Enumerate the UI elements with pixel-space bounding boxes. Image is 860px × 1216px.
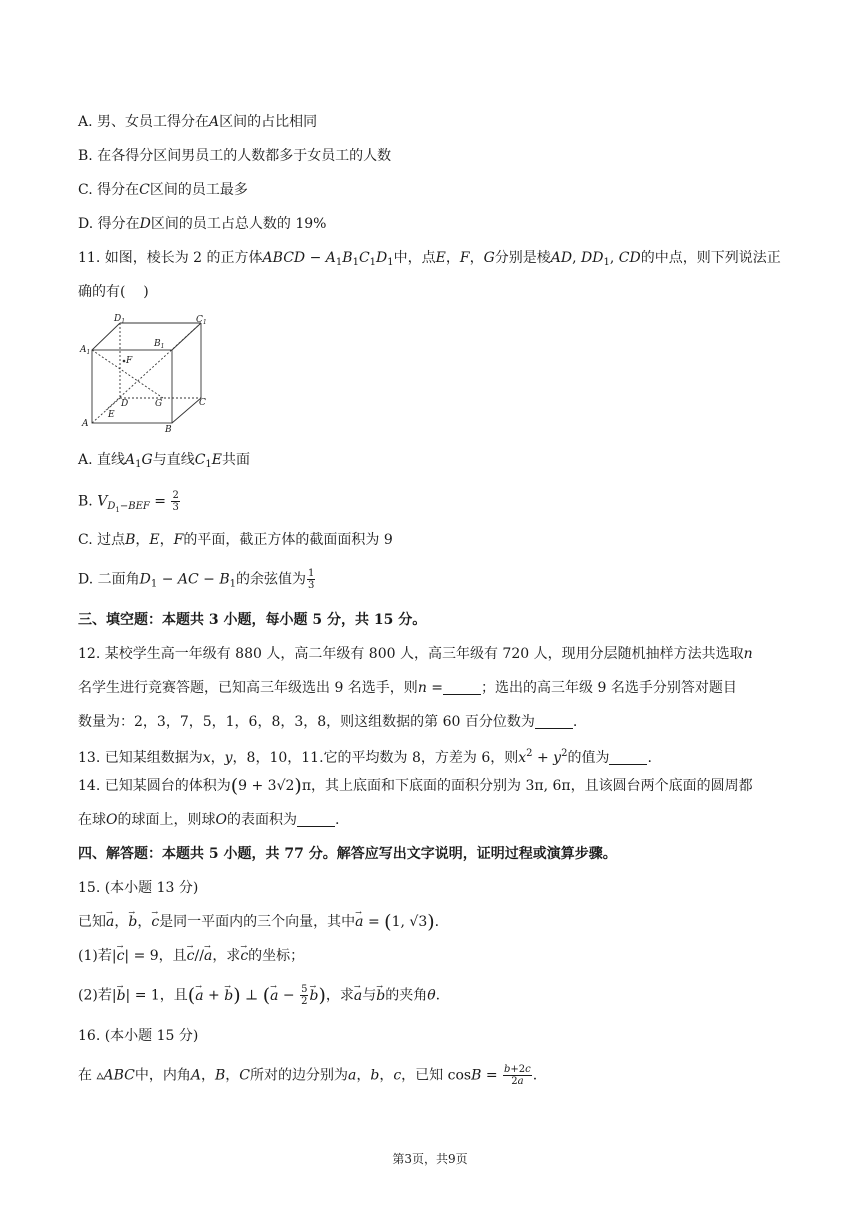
label-g: G	[155, 399, 163, 409]
page-footer: 第3页，共9页	[392, 1152, 468, 1166]
q12-line3: 数量为：2，3，7，5，1，6，8，3，8，则这组数据的第 60 百分位数为 .	[78, 714, 578, 730]
cube-figure	[78, 310, 210, 440]
q10-option-c: C. 得分在C区间的员工最多	[78, 182, 248, 198]
q15-part2: (2)若|→ b| = 1，且(→ a + → b) ⊥ (→ a − $\frac{5}{2}$ → b)，求→ a与→ b的夹角θ.	[78, 984, 440, 1007]
label-e: E	[108, 410, 115, 420]
q11-option-d: D. 二面角$D_1$ − AC − $B_1$的余弦值为 $\frac{1}{3}$	[78, 568, 315, 591]
q16-head: 16. (本小题 15 分)	[78, 1028, 199, 1044]
section-4-heading: 四、解答题：本题共 5 小题，共 77 分。解答应写出文字说明，证明过程或演算步骤。	[78, 846, 617, 862]
q16-stem: 在 ▵ABC中，内角A，B，C所对的边分别为a，b，c，已知 cosB = $\frac{b+2c}{2a}$ .	[78, 1064, 538, 1087]
label-c1: $C_1$	[196, 315, 207, 326]
q15-part1: (1)若|→ c| = 9，且→ c//→ a，求→ c的坐标；	[78, 946, 304, 966]
section-3-heading: 三、填空题：本题共 3 小题，每小题 5 分，共 15 分。	[78, 612, 427, 628]
label-d1: $D_1$	[114, 314, 126, 325]
label-b1: $B_1$	[154, 339, 165, 350]
q12-line1: 12. 某校学生高一年级有 880 人，高二年级有 800 人，高三年级有 720 人，现用分层随机抽样方法共选取n	[78, 646, 753, 662]
q11-stem-cont: 确的有( )	[78, 284, 149, 300]
q15-head: 15. (本小题 13 分)	[78, 880, 199, 896]
q11-option-b: B. $V_{D_1-BEF}$ = $\frac{2}{3}$	[78, 490, 179, 514]
q12-line2: 名学生进行竞赛答题，已知高三年级选出 9 名选手，则n = ；选出的高三年级 9 名选手分别答对题目	[78, 680, 737, 696]
q10-option-a: A. 男、女员工得分在A区间的占比相同	[78, 114, 318, 130]
label-f: F	[126, 356, 133, 366]
q10-option-b: B. 在各得分区间男员工的人数都多于女员工的人数	[78, 148, 392, 164]
q12-blank-2[interactable]	[535, 714, 573, 729]
q10-option-d: D. 得分在D区间的员工占总人数的 19%	[78, 216, 327, 232]
q13: 13. 已知某组数据为x，y，8，10，11.它的平均数为 8，方差为 6，则$x^2 + y^2$的值为 .	[78, 748, 652, 766]
q11-option-a: A. 直线$A_1G$与直线$C_1E$共面	[78, 452, 251, 470]
label-a: A	[82, 419, 89, 429]
q12-blank-1[interactable]	[443, 680, 481, 695]
q14-blank[interactable]	[297, 812, 335, 827]
label-d: D	[121, 399, 129, 409]
label-b: B	[165, 425, 172, 435]
q11-stem: 11. 如图，棱长为 2 的正方体ABCD − $A_1B_1C_1D_1$中，点E，F，G分别是棱AD, $DD_1$, CD的中点，则下列说法正	[78, 250, 781, 268]
q15-stem: 已知→ a，→ b，→ c是同一平面内的三个向量，其中→ a = (1, √3).	[78, 912, 439, 932]
q14-line1: 14. 已知某圆台的体积为(9 + 3√2)π，其上底面和下底面的面积分别为 3π, 6π，且该圆台两个底面的圆周都	[78, 775, 753, 797]
label-c: C	[199, 398, 206, 408]
q14-line2: 在球O的球面上，则球O的表面积为 .	[78, 812, 340, 828]
q11-option-c: C. 过点B，E，F的平面，截正方体的截面面积为 9	[78, 532, 393, 548]
q13-blank[interactable]	[609, 750, 647, 765]
label-a1: $A_1$	[80, 345, 91, 356]
